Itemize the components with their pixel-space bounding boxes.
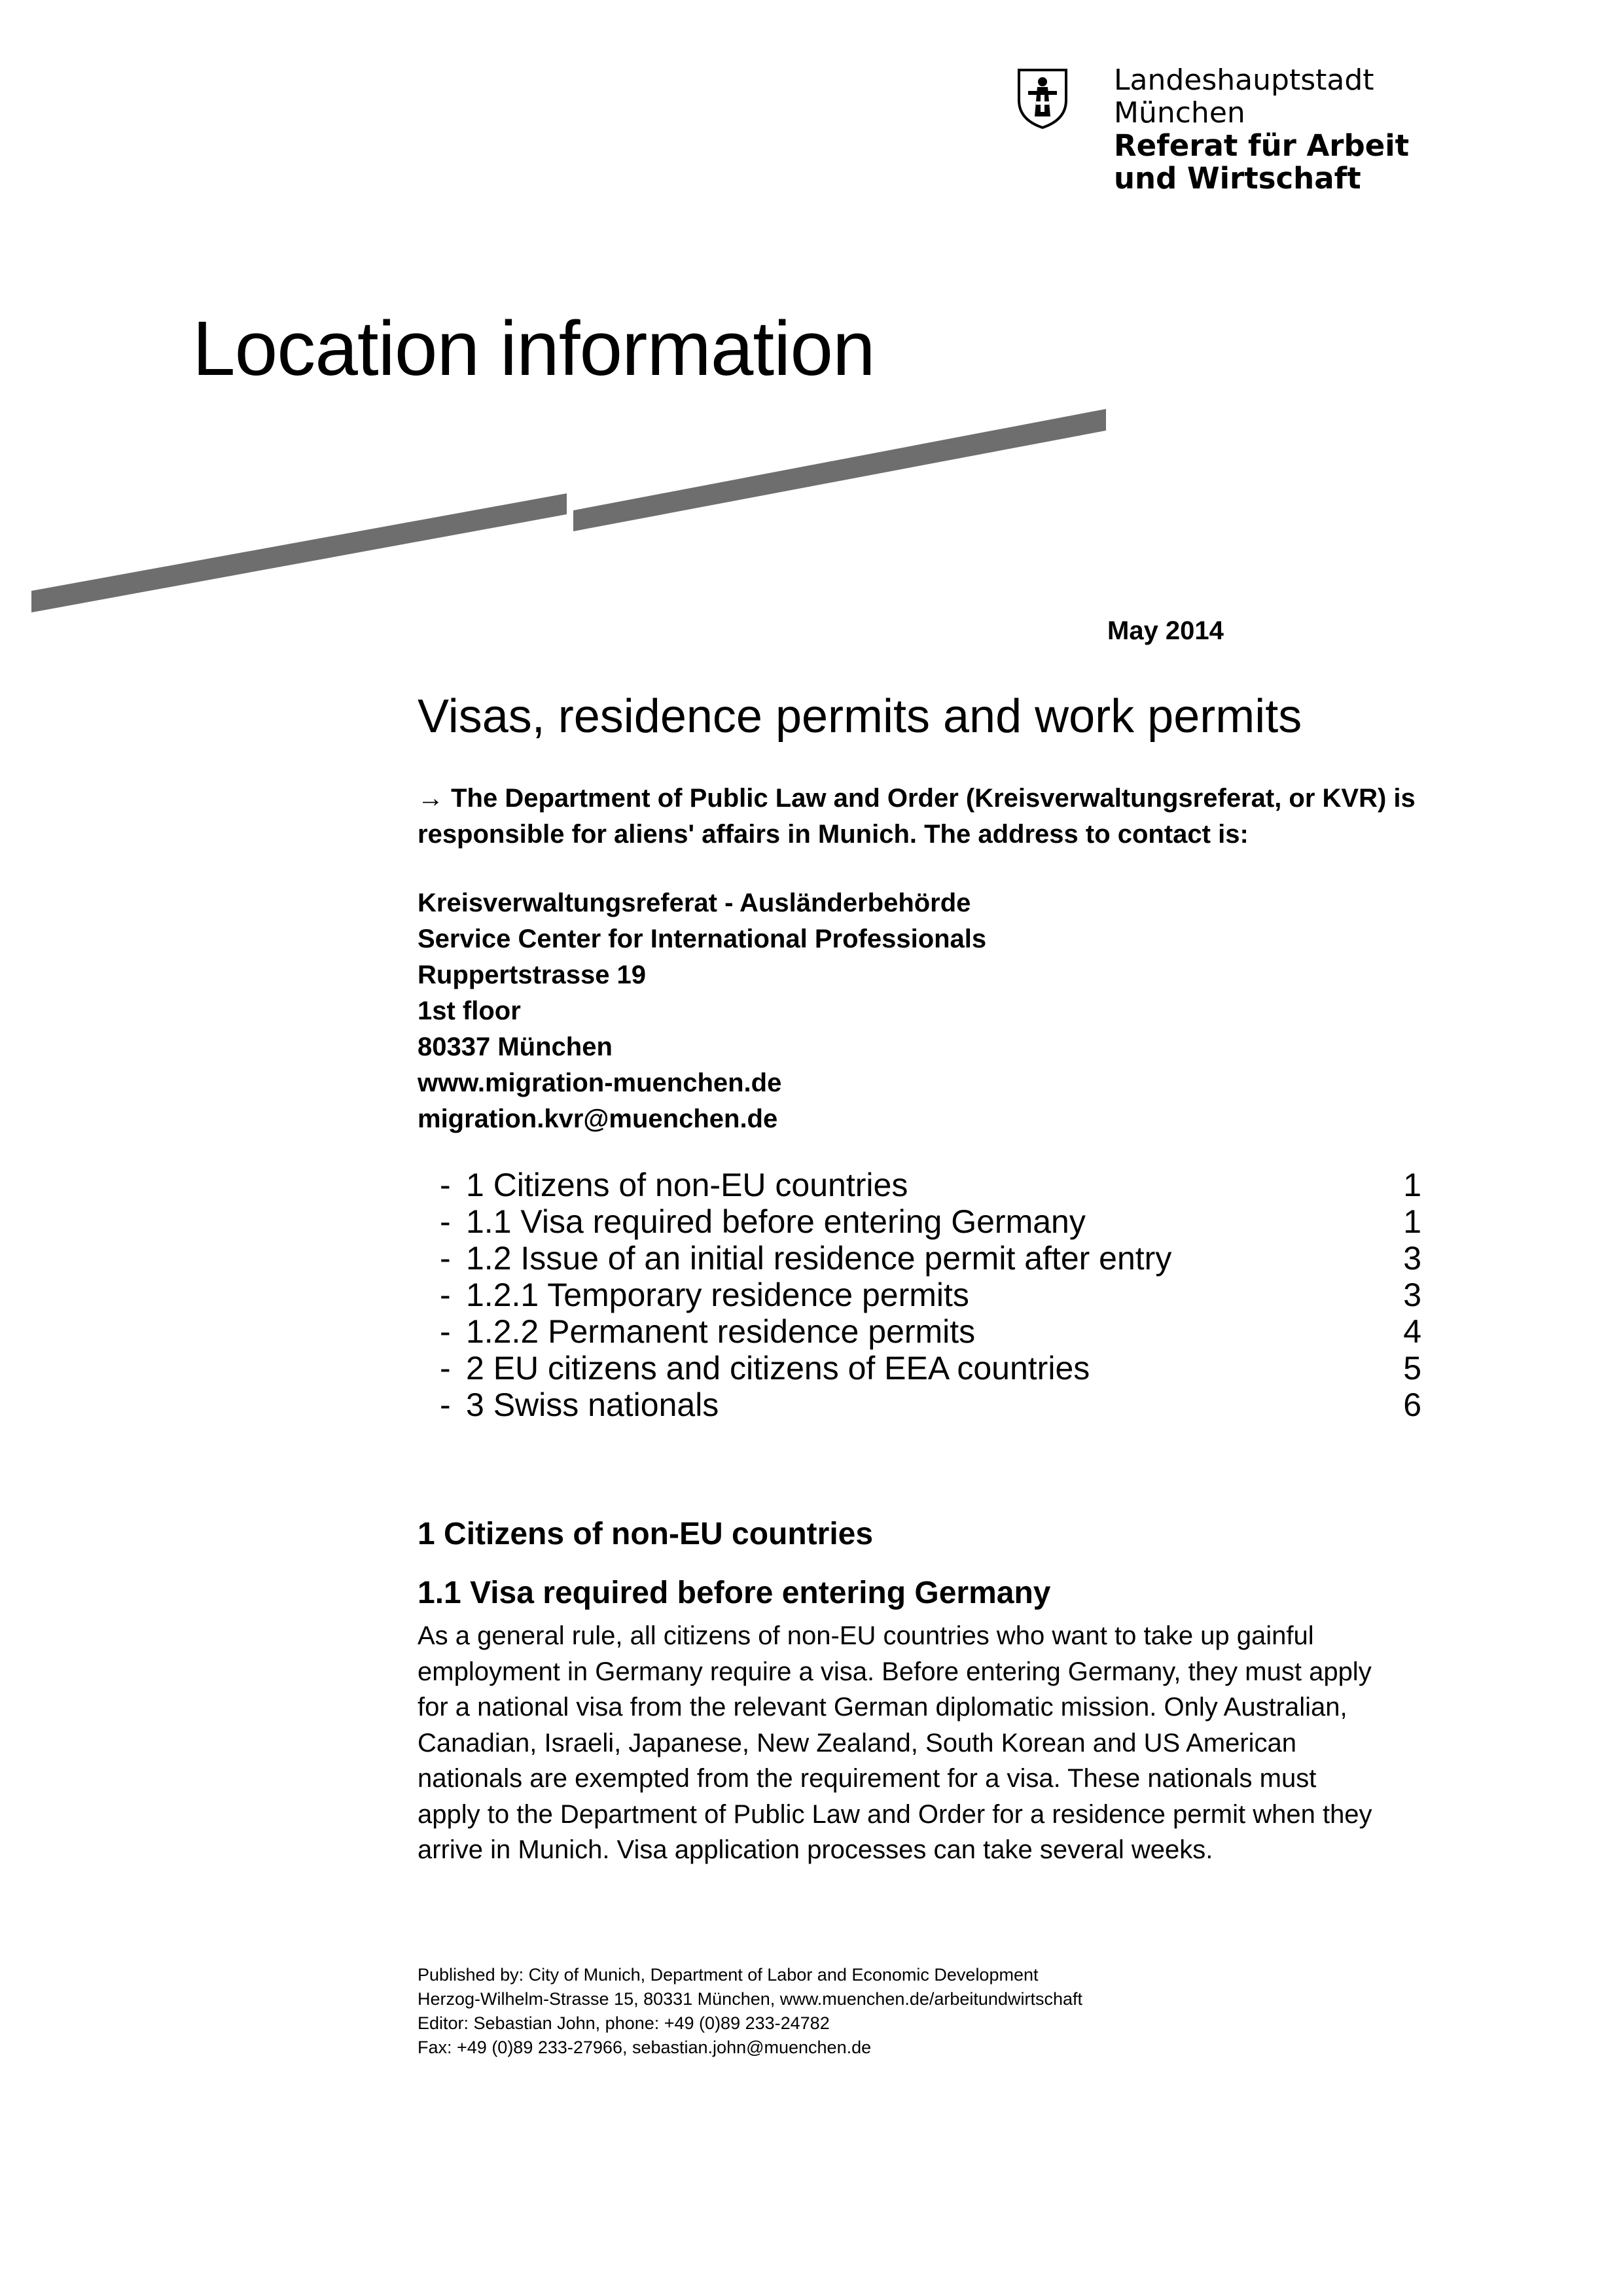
toc-dash: -	[440, 1313, 451, 1350]
munich-coat-of-arms-icon	[1016, 67, 1069, 130]
paragraph-line: As a general rule, all citizens of non-EU countries who want to take up gainful	[418, 1621, 1314, 1650]
paragraph-line: for a national visa from the relevant German diplomatic mission. Only Australian,	[418, 1693, 1347, 1722]
toc-label: 1.1 Visa required before entering Germany	[466, 1203, 1086, 1240]
footer-line-address: Herzog-Wilhelm-Strasse 15, 80331 München, www.muenchen.de/arbeitundwirtschaft	[418, 1989, 1082, 2009]
toc-item[interactable]	[440, 1350, 1421, 1386]
address-line-service: Service Center for International Professionals	[418, 925, 987, 953]
toc-dash: -	[440, 1386, 451, 1423]
stripe-left	[31, 493, 567, 612]
toc-dash: -	[440, 1203, 451, 1240]
toc-dash: -	[440, 1350, 451, 1386]
paragraph-line: employment in Germany require a visa. Before entering Germany, they must apply	[418, 1657, 1372, 1686]
table-of-contents	[440, 1167, 1421, 1423]
footer-line-fax: Fax: +49 (0)89 233-27966, sebastian.john@muenchen.de	[418, 2038, 872, 2057]
toc-page: 3	[1403, 1240, 1421, 1277]
org-line-department: Referat für Arbeit	[1114, 128, 1410, 163]
toc-dash: -	[440, 1167, 451, 1203]
toc-page: 3	[1403, 1277, 1421, 1313]
toc-label: 1 Citizens of non-EU countries	[466, 1167, 908, 1203]
toc-page: 1	[1403, 1167, 1421, 1203]
toc-page: 4	[1403, 1313, 1421, 1350]
arrow-icon: →	[418, 784, 444, 813]
address-link-email[interactable]: migration.kvr@muenchen.de	[418, 1104, 778, 1133]
toc-label: 1.2.2 Permanent residence permits	[466, 1313, 976, 1350]
address-line-city: 80337 München	[418, 1033, 613, 1061]
address-line-floor: 1st floor	[418, 997, 521, 1025]
toc-page: 6	[1403, 1386, 1421, 1423]
toc-item[interactable]	[440, 1240, 1421, 1277]
paragraph-line: arrive in Munich. Visa application processes can take several weeks.	[418, 1835, 1213, 1864]
contact-address	[418, 885, 986, 1137]
body-paragraph	[418, 1618, 1438, 1868]
toc-dash: -	[440, 1240, 451, 1277]
org-line-munich: München	[1114, 96, 1245, 130]
toc-dash: -	[440, 1277, 451, 1313]
publisher-footer	[418, 1963, 1082, 2060]
org-line-department-2: und Wirtschaft	[1114, 161, 1361, 196]
toc-label: 2 EU citizens and citizens of EEA countries	[466, 1350, 1090, 1386]
heading-citizens-non-eu: 1 Citizens of non-EU countries	[418, 1517, 874, 1551]
toc-item[interactable]	[440, 1313, 1421, 1350]
footer-line-publisher: Published by: City of Munich, Department of Labor and Economic Development	[418, 1965, 1039, 1985]
paragraph-line: Canadian, Israeli, Japanese, New Zealand, South Korean and US American	[418, 1728, 1297, 1757]
address-line-street: Ruppertstrasse 19	[418, 961, 647, 989]
intro-body: The Department of Public Law and Order (Kreisverwaltungsreferat, or KVR) is responsible for aliens' affairs in Munich. The address to contact is:	[418, 784, 1416, 849]
toc-page: 5	[1403, 1350, 1421, 1386]
toc-item[interactable]	[440, 1277, 1421, 1313]
document-date: May 2014	[1107, 616, 1224, 645]
toc-label: 3 Swiss nationals	[466, 1386, 719, 1423]
section-title: Visas, residence permits and work permits	[418, 690, 1302, 743]
footer-line-editor: Editor: Sebastian John, phone: +49 (0)89 233-24782	[418, 2013, 830, 2033]
address-line-office: Kreisverwaltungsreferat - Ausländerbehörde	[418, 889, 971, 917]
decorative-stripes	[0, 393, 1139, 628]
address-link-website[interactable]: www.migration-muenchen.de	[418, 1069, 782, 1097]
toc-item[interactable]	[440, 1203, 1421, 1240]
toc-page: 1	[1403, 1203, 1421, 1240]
heading-visa-required: 1.1 Visa required before entering Germany	[418, 1576, 1051, 1610]
toc-item[interactable]	[440, 1386, 1421, 1423]
toc-label: 1.2 Issue of an initial residence permit after entry	[466, 1240, 1172, 1277]
stripe-right	[573, 409, 1106, 531]
page-title: Location information	[192, 306, 875, 392]
org-line-city: Landeshauptstadt	[1114, 63, 1374, 97]
toc-item[interactable]	[440, 1167, 1421, 1203]
paragraph-line: apply to the Department of Public Law and Order for a residence permit when they	[418, 1799, 1372, 1829]
organization-name	[1114, 64, 1409, 195]
toc-label: 1.2.1 Temporary residence permits	[466, 1277, 969, 1313]
intro-text	[418, 781, 1438, 853]
paragraph-line: nationals are exempted from the requirement for a visa. These nationals must	[418, 1764, 1317, 1793]
